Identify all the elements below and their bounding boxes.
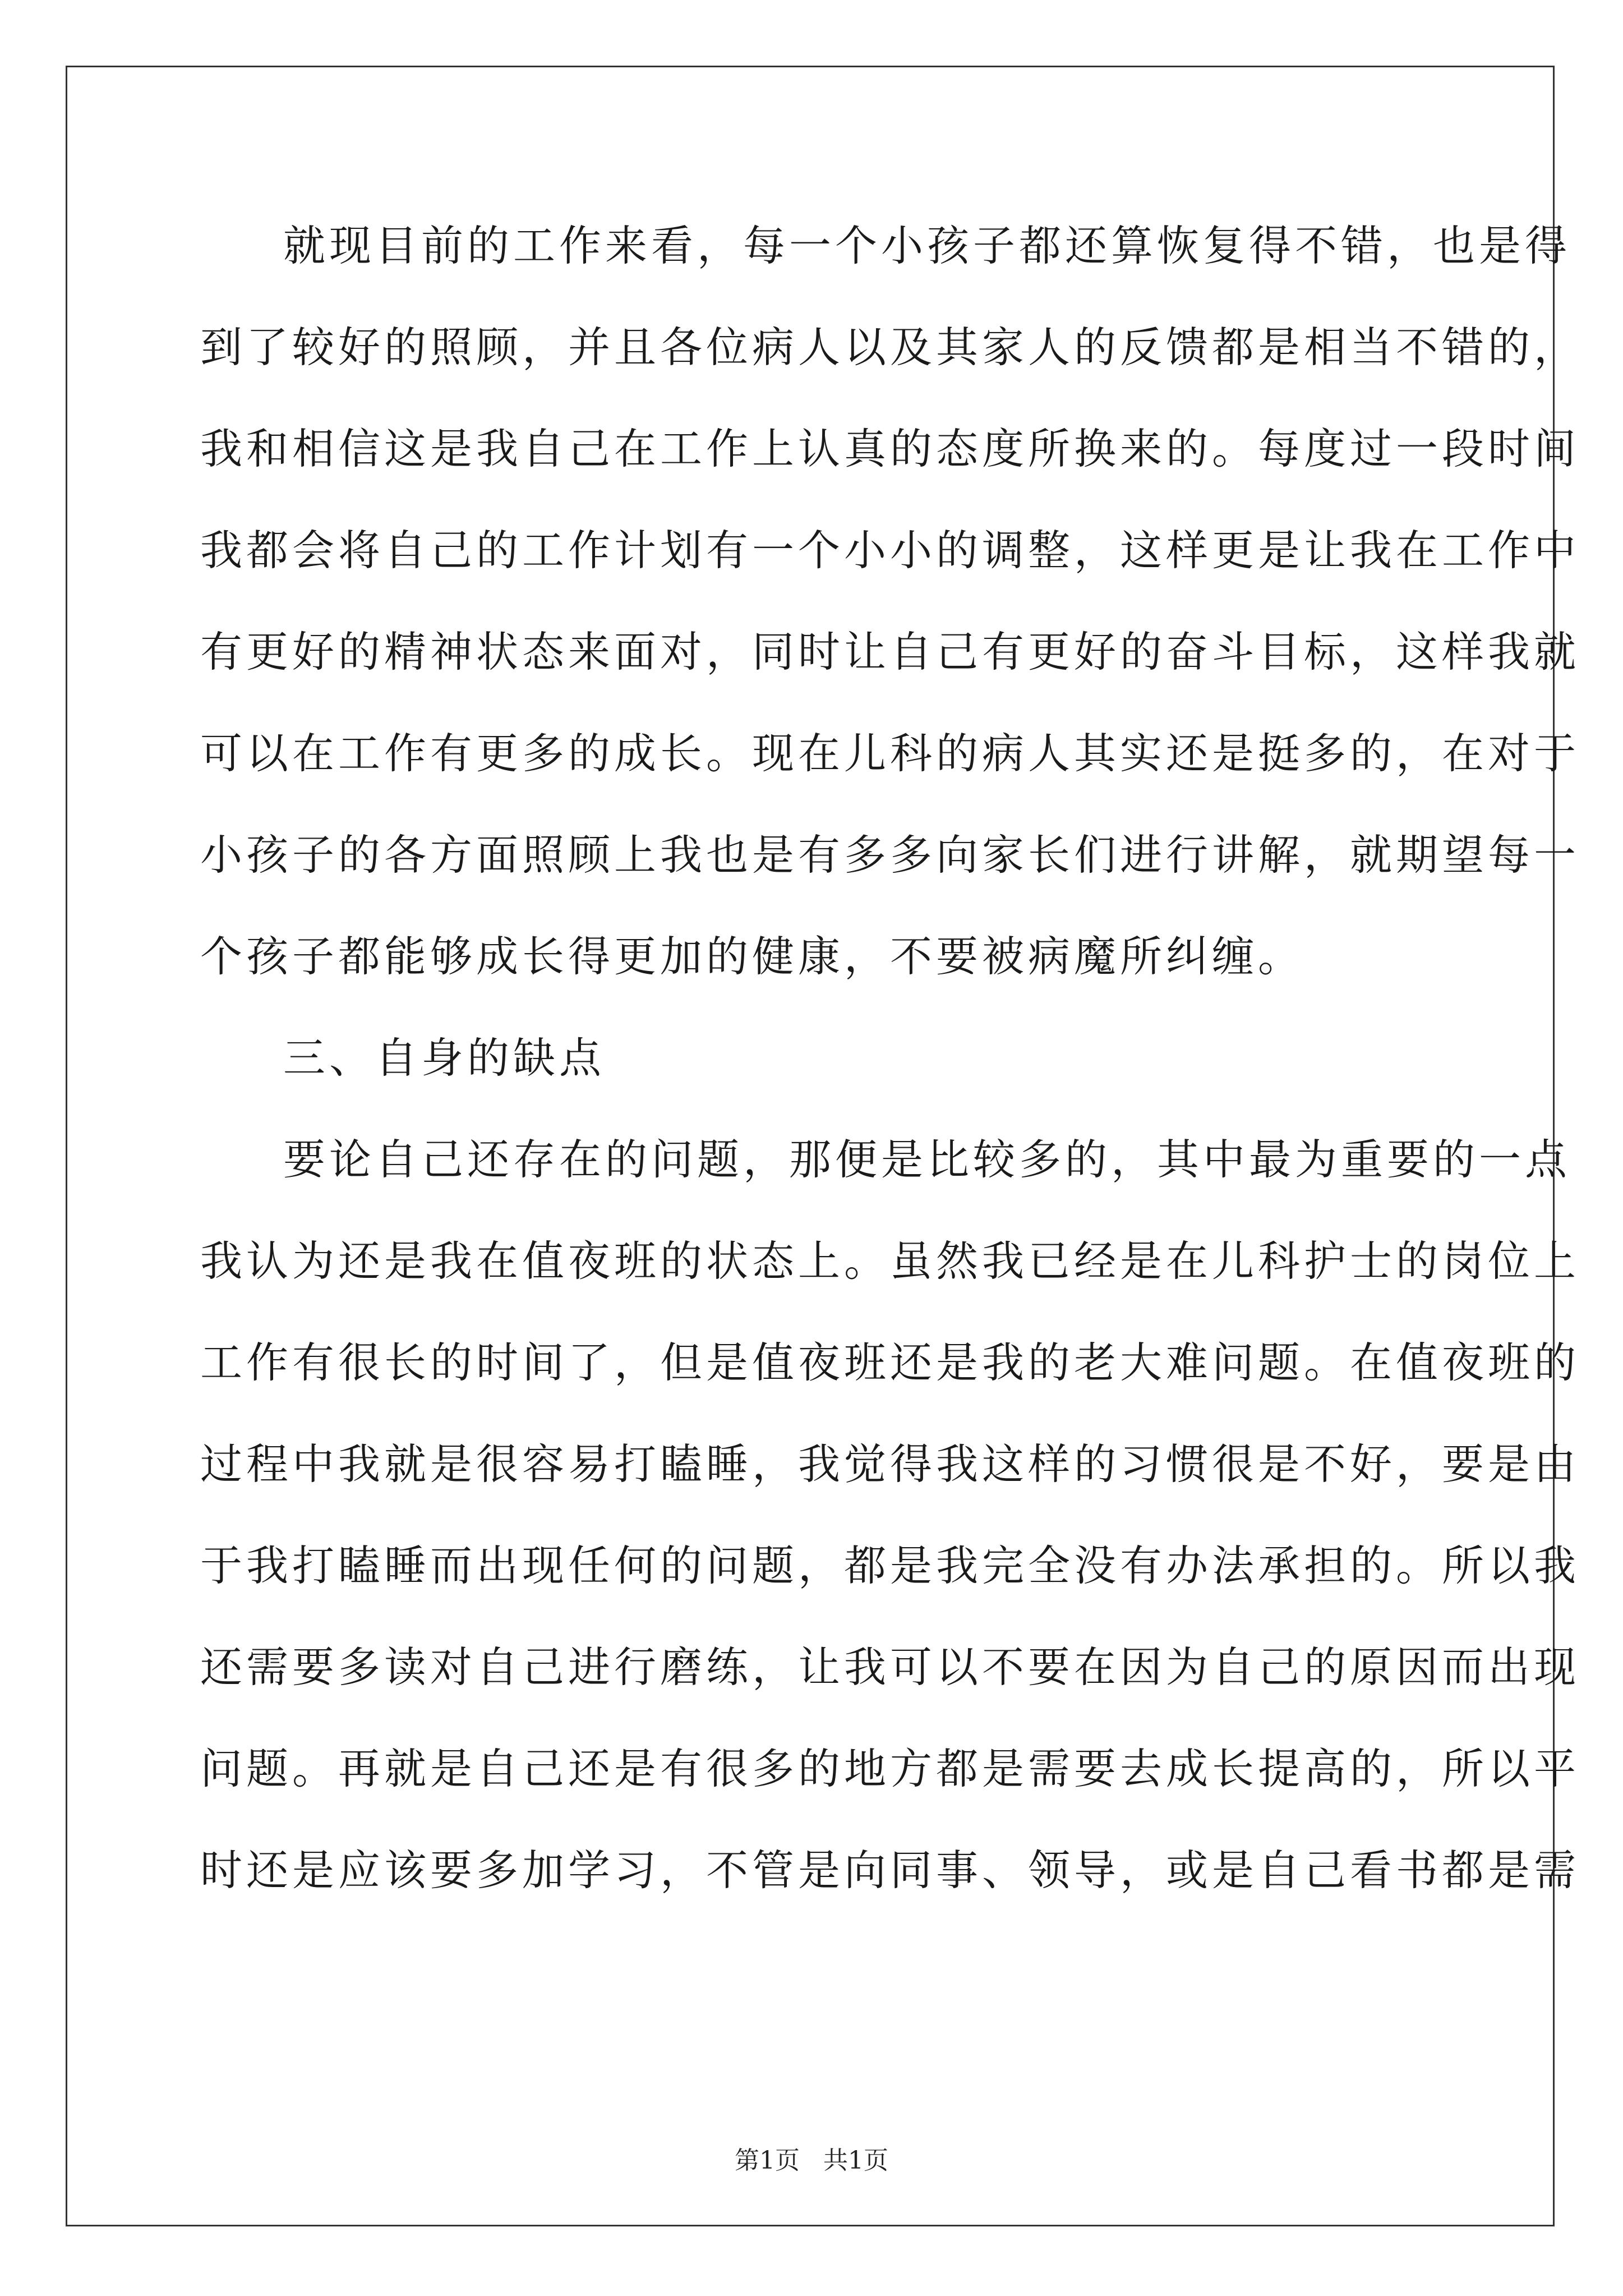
paragraph-line: 时还是应该要多加学习，不管是向同事、领导，或是自己看书都是需 bbox=[200, 1846, 1580, 1895]
paragraph-line: 过程中我就是很容易打瞌睡，我觉得我这样的习惯很是不好，要是由 bbox=[200, 1439, 1580, 1489]
paragraph-line: 可以在工作有更多的成长。现在儿科的病人其实还是挺多的，在对于 bbox=[200, 729, 1580, 778]
paragraph-line: 我和相信这是我自己在工作上认真的态度所换来的。每度过一段时间 bbox=[200, 424, 1580, 473]
paragraph-line: 于我打瞌睡而出现任何的问题，都是我完全没有办法承担的。所以我 bbox=[200, 1541, 1580, 1590]
section-heading: 三、自身的缺点 bbox=[283, 1033, 606, 1083]
paragraph-line: 问题。再就是自己还是有很多的地方都是需要去成长提高的，所以平 bbox=[200, 1744, 1580, 1793]
paragraph-line: 小孩子的各方面照顾上我也是有多多向家长们进行讲解，就期望每一 bbox=[200, 830, 1580, 880]
paragraph-line: 还需要多读对自己进行磨练，让我可以不要在因为自己的原因而出现 bbox=[200, 1642, 1580, 1692]
paragraph-line: 有更好的精神状态来面对，同时让自己有更好的奋斗目标，这样我就 bbox=[200, 627, 1580, 677]
paragraph-line: 个孩子都能够成长得更加的健康，不要被病魔所纠缠。 bbox=[200, 932, 1304, 981]
paragraph-line: 我认为还是我在值夜班的状态上。虽然我已经是在儿科护士的岗位上 bbox=[200, 1236, 1580, 1286]
document-body bbox=[200, 219, 1580, 1945]
paragraph-line: 要论自己还存在的问题，那便是比较多的，其中最为重要的一点 bbox=[283, 1135, 1571, 1184]
paragraph-line: 到了较好的照顾，并且各位病人以及其家人的反馈都是相当不错的， bbox=[200, 323, 1580, 372]
paragraph-line: 我都会将自己的工作计划有一个小小的调整，这样更是让我在工作中 bbox=[200, 526, 1580, 575]
paragraph-line: 就现目前的工作来看，每一个小孩子都还算恢复得不错，也是得 bbox=[283, 221, 1571, 270]
paragraph-line: 工作有很长的时间了，但是值夜班还是我的老大难问题。在值夜班的 bbox=[200, 1338, 1580, 1387]
page-number-footer: 第1页 共1页 bbox=[735, 2146, 888, 2175]
